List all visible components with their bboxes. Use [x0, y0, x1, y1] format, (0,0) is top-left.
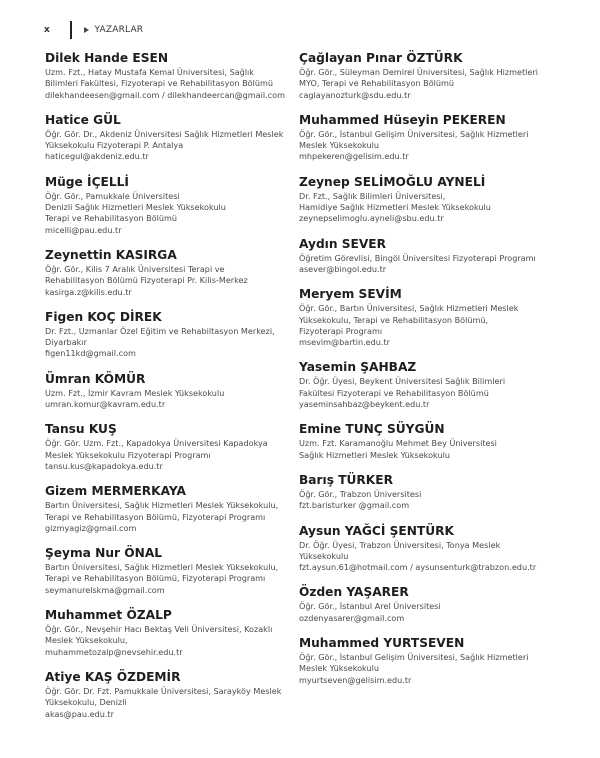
author-name: Emine TUNÇ SÜYGÜN: [299, 422, 445, 437]
author-affiliation: Terapi ve Rehabilitasyon Bölümü, Fizyoterapi Programı: [45, 511, 266, 522]
author-name: Zeynep SELİMOĞLU AYNELİ: [299, 174, 486, 189]
author-email: zeynepselimoglu.ayneli@sbu.edu.tr: [299, 213, 444, 224]
author-entry: [299, 421, 589, 461]
author-affiliation: Terapi ve Rehabilitasyon Bölümü, Fizyoterapi Programı: [45, 573, 266, 584]
author-email: ozdenyasarer@gmail.com: [299, 612, 405, 623]
running-header: [44, 20, 143, 40]
author-name: Özden YAŞARER: [299, 585, 409, 600]
header-divider: [70, 21, 72, 39]
author-entry: [45, 483, 295, 534]
author-entry: [45, 607, 295, 658]
author-affiliation: Öğr. Gör., Bartın Üniversitesi, Sağlık Hizmetleri Meslek: [299, 303, 519, 314]
author-entry: [45, 247, 295, 298]
author-entry: [45, 421, 295, 472]
author-email: yaseminsahbaz@beykent.edu.tr: [299, 399, 430, 410]
author-affiliation: Meslek Yüksekokulu: [299, 140, 379, 151]
author-entry: [45, 112, 295, 163]
author-entry: [299, 50, 589, 101]
author-affiliation: Öğr. Gör., Nevşehir Hacı Bektaş Veli Üniversitesi, Kozaklı: [45, 624, 273, 635]
author-name: Şeyma Nur ÖNAL: [45, 546, 163, 561]
author-name: Dilek Hande ESEN: [45, 51, 169, 65]
author-email: gizmyagiz@gmail.com: [45, 522, 137, 533]
author-affiliation: Öğr. Gör., Süleyman Demirel Üniversitesi, Sağlık Hizmetleri: [299, 67, 538, 77]
author-name: Muhammed YURTSEVEN: [299, 636, 465, 651]
author-affiliation: Dr. Fzt., Uzmanlar Özel Eğitim ve Rehabiltasyon Merkezi,: [45, 325, 275, 336]
author-affiliation: Uzm. Fzt., Hatay Mustafa Kemal Üniversitesi, Sağlık: [45, 67, 254, 77]
author-affiliation: Öğr. Gör., Trabzon Üniversitesi: [299, 488, 422, 499]
author-name: Barış TÜRKER: [299, 472, 393, 487]
author-entry: [45, 50, 295, 101]
author-affiliation: Bartın Üniversitesi, Sağlık Hizmetleri Meslek Yüksekokulu,: [45, 500, 279, 511]
author-name: Müge İÇELLİ: [45, 174, 129, 189]
author-affiliation: Dr. Öğr. Üyesi, Beykent Üniversitesi Sağlık Bilimleri: [299, 376, 506, 387]
triangle-right-icon: [84, 27, 89, 33]
section-title: YAZARLAR: [94, 25, 144, 35]
author-name: Zeynettin KASIRGA: [45, 247, 177, 262]
author-name: Figen KOÇ DİREK: [45, 309, 162, 324]
author-affiliation: Meslek Yüksekokulu,: [45, 635, 128, 646]
author-entry: [299, 236, 589, 276]
author-affiliation: Denizli Sağlık Hizmetleri Meslek Yüksekokulu: [45, 202, 226, 213]
author-affiliation: Öğr. Gör., İstanbul Gelişim Üniversitesi, Sağlık Hizmetleri: [299, 652, 529, 663]
author-name: Ümran KÖMÜR: [45, 371, 146, 386]
author-name: Muhammed Hüseyin PEKEREN: [299, 112, 506, 127]
author-entry: [299, 472, 589, 512]
author-entry: [299, 359, 589, 410]
author-email: muhammetozalp@nevsehir.edu.tr: [45, 646, 183, 657]
author-name: Muhammet ÖZALP: [45, 608, 172, 623]
author-entry: [45, 545, 295, 596]
author-affiliation: Hamidiye Sağlık Hizmetleri Meslek Yüksekokulu: [299, 202, 491, 213]
author-affiliation: Öğr. Gör. Dr., Akdeniz Üniversitesi Sağlık Hizmetleri Meslek: [45, 128, 284, 139]
author-affiliation: Dr. Fzt., Sağlık Bilimleri Üniversitesi,: [299, 190, 446, 201]
author-name: Atiye KAŞ ÖZDEMİR: [45, 669, 181, 684]
author-affiliation: Diyarbakır: [45, 337, 87, 348]
author-name: Hatice GÜL: [45, 112, 121, 127]
author-affiliation: Öğr. Gör. Dr. Fzt. Pamukkale Üniversitesi, Sarayköy Meslek: [45, 685, 282, 696]
author-email: dilekhandeesen@gmail.com / dilekhandeercan@gmail.com: [45, 89, 285, 100]
author-name: Aydın SEVER: [299, 236, 387, 251]
author-affiliation: Uzm. Fzt., İzmir Kavram Meslek Yüksekokulu: [45, 387, 225, 398]
author-email: umran.komur@kavram.edu.tr: [45, 399, 166, 410]
author-entry: [299, 584, 589, 624]
author-affiliation: MYO, Terapi ve Rehabilitasyon Bölümü: [299, 78, 455, 89]
page-number: x: [44, 25, 50, 35]
author-affiliation: Yüksekokulu, Denizli: [45, 697, 127, 708]
author-affiliation: Öğretim Görevlisi, Bingöl Üniversitesi Fizyoterapi Programı: [299, 252, 536, 263]
author-affiliation: Bilimleri Fakültesi, Fizyoterapi ve Rehabilitasyon Bölümü: [45, 78, 273, 89]
author-affiliation: Yüksekokulu Fizyoterapi P. Antalya: [45, 140, 184, 151]
author-name: Aysun YAĞCİ ŞENTÜRK: [299, 523, 454, 538]
author-affiliation: Öğr. Gör. Uzm. Fzt., Kapadokya Üniversitesi Kapadokya: [45, 438, 268, 449]
author-entry: [299, 635, 589, 686]
author-affiliation: Uzm. Fzt. Karamanoğlu Mehmet Bey Üniversitesi: [299, 438, 497, 449]
author-name: Çağlayan Pınar ÖZTÜRK: [299, 51, 463, 65]
author-entry: [299, 286, 589, 348]
author-entry: [45, 669, 295, 720]
author-entry: [45, 309, 295, 360]
author-affiliation: Dr. Öğr. Üyesi, Trabzon Üniversitesi, Tonya Meslek: [299, 539, 501, 550]
author-affiliation: Fakültesi Fizyoterapi ve Rehabilitasyon Bölümü: [299, 387, 489, 398]
author-affiliation: Öğr. Gör., İstanbul Gelişim Üniversitesi, Sağlık Hizmetleri: [299, 128, 529, 139]
author-email: caglayanozturk@sdu.edu.tr: [299, 89, 411, 100]
author-email: tansu.kus@kapadokya.edu.tr: [45, 460, 163, 471]
author-email: kasirga.z@kilis.edu.tr: [45, 286, 132, 297]
author-affiliation: Bartın Üniversitesi, Sağlık Hizmetleri Meslek Yüksekokulu,: [45, 562, 279, 573]
author-email: micelli@pau.edu.tr: [45, 224, 122, 235]
author-email: msevim@bartin.edu.tr: [299, 337, 390, 348]
author-affiliation: Öğr. Gör., Pamukkale Üniversitesi: [45, 190, 180, 201]
author-affiliation: Rehabilitasyon Bölümü Fizyoterapi Pr. Kilis-Merkez: [45, 275, 248, 286]
author-affiliation: Yüksekokulu: [299, 550, 349, 561]
author-affiliation: Yüksekokulu, Terapi ve Rehabilitasyon Bölümü,: [299, 314, 489, 325]
author-email: figen11kd@gmail.com: [45, 348, 136, 359]
author-affiliation: Fizyoterapi Programı: [299, 325, 383, 336]
author-name: Meryem SEVİM: [299, 287, 402, 302]
author-entry: [299, 174, 589, 225]
author-email: akas@pau.edu.tr: [45, 708, 114, 719]
author-affiliation: Öğr. Gör., Kilis 7 Aralık Üniversitesi Terapi ve: [45, 263, 225, 274]
author-email: fzt.baristurker @gmail.com: [299, 500, 410, 511]
author-email: myurtseven@gelisim.edu.tr: [299, 674, 412, 685]
author-email: seymanurelskma@gmail.com: [45, 584, 165, 595]
author-affiliation: Meslek Yüksekokulu: [299, 663, 379, 674]
author-affiliation: Öğr. Gör., İstanbul Arel Üniversitesi: [299, 601, 441, 612]
author-name: Tansu KUŞ: [45, 422, 117, 437]
author-email: mhpekeren@gelisim.edu.tr: [299, 151, 409, 162]
author-affiliation: Sağlık Hizmetleri Meslek Yüksekokulu: [299, 449, 450, 460]
author-entry: [299, 112, 589, 163]
author-entry: [45, 371, 295, 411]
author-name: Gizem MERMERKAYA: [45, 484, 186, 499]
right-column: [299, 50, 589, 697]
author-email: fzt.aysun.61@hotmail.com / aysunsenturk@trabzon.edu.tr: [299, 562, 537, 573]
author-affiliation: Meslek Yüksekokulu Fizyoterapi Programı: [45, 449, 211, 460]
author-name: Yasemin ŞAHBAZ: [299, 360, 417, 375]
author-email: asever@bingol.edu.tr: [299, 263, 387, 274]
author-entry: [299, 523, 589, 574]
left-column: [45, 50, 295, 731]
author-affiliation: Terapi ve Rehabilitasyon Bölümü: [45, 213, 178, 224]
author-entry: [45, 174, 295, 236]
author-email: haticegul@akdeniz.edu.tr: [45, 151, 149, 162]
